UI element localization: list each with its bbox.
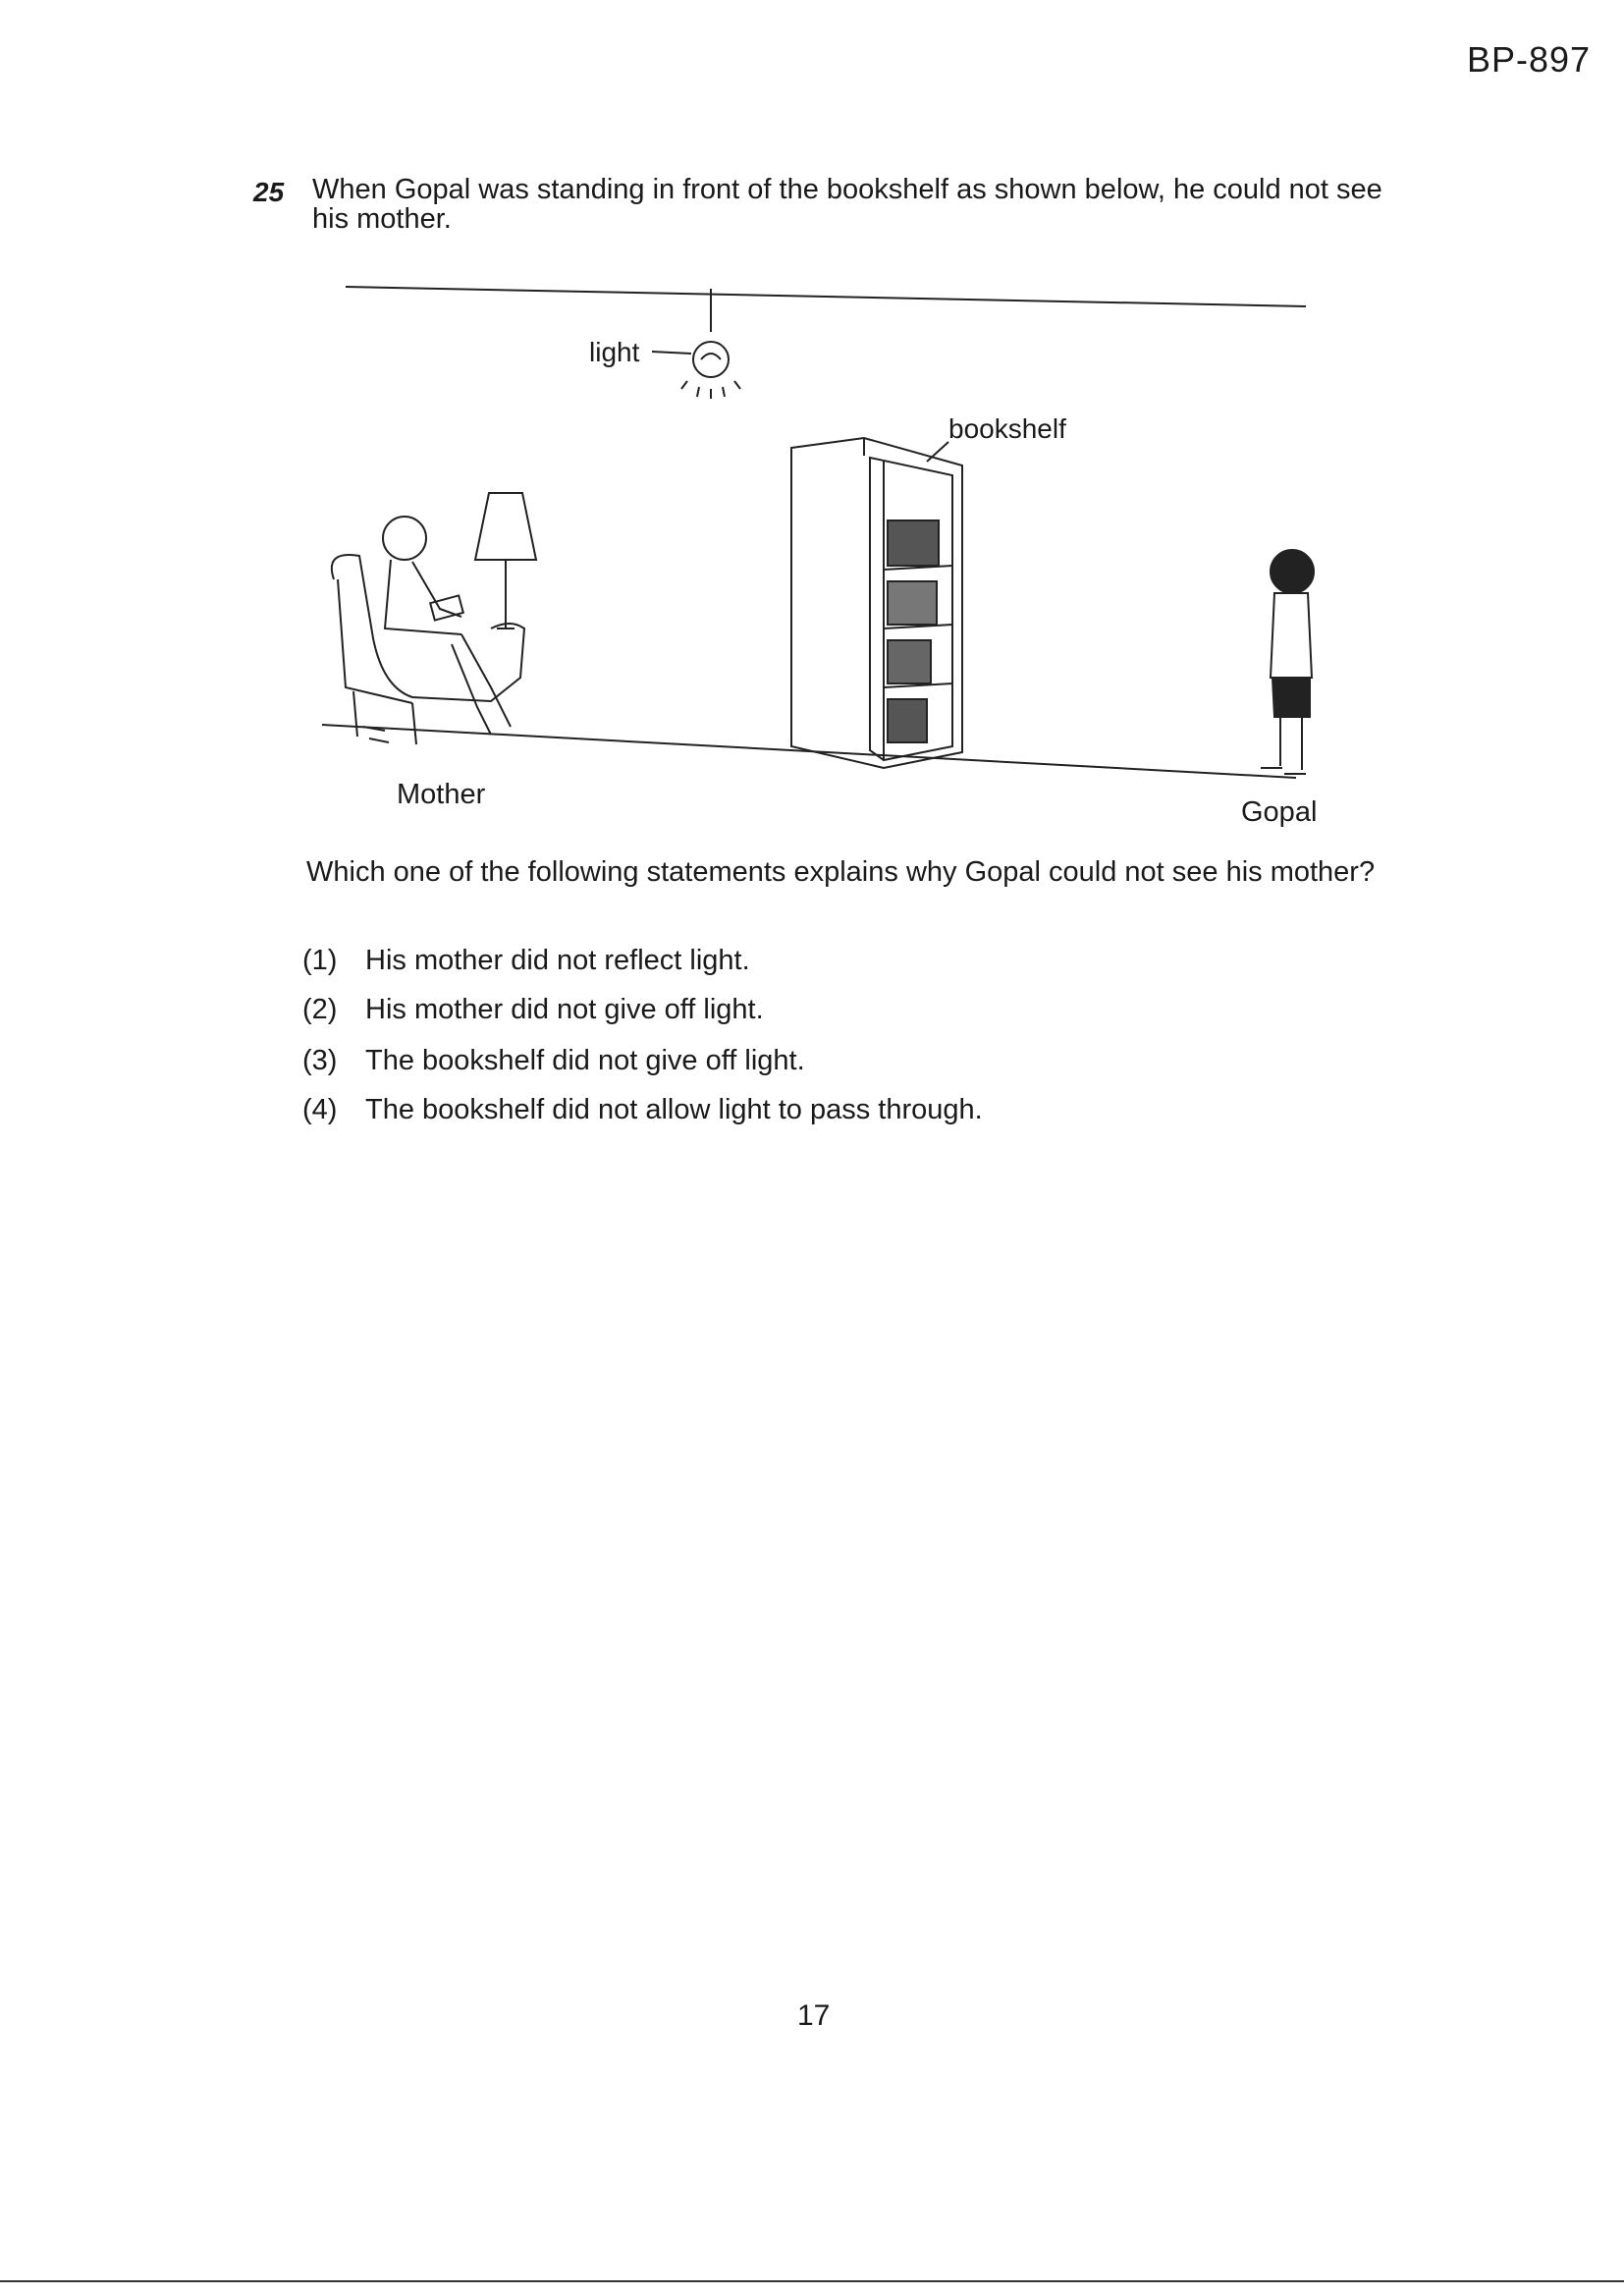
mother-label: Mother: [397, 779, 486, 810]
ceiling-line: [346, 287, 1306, 306]
option-text: His mother did not reflect light.: [365, 945, 750, 976]
footer-rule: [0, 2280, 1624, 2282]
option-text: The bookshelf did not allow light to pass through.: [365, 1094, 983, 1125]
option-text: The bookshelf did not give off light.: [365, 1045, 805, 1076]
mother-in-armchair-icon: [332, 517, 524, 744]
question-text: When Gopal was standing in front of the bookshelf as shown below, he could not see his mother.: [312, 174, 1382, 235]
option-number: (1): [302, 945, 338, 976]
option-4: [302, 1094, 983, 1126]
option-number: (2): [302, 994, 338, 1025]
light-pointer: [652, 352, 691, 354]
floor-lamp-icon: [475, 493, 536, 629]
light-bulb-icon: [681, 289, 740, 399]
option-3: [302, 1045, 805, 1077]
option-2: [302, 994, 764, 1026]
question-number: 25: [253, 177, 285, 207]
page-number: 17: [797, 1999, 831, 2032]
option-number: (4): [302, 1094, 338, 1125]
light-label: light: [589, 337, 640, 367]
option-1: [302, 945, 750, 977]
bookshelf-icon: [791, 438, 962, 768]
paper-code: BP-897: [1467, 39, 1592, 80]
option-number: (3): [302, 1045, 338, 1076]
option-text: His mother did not give off light.: [365, 994, 764, 1025]
gopal-boy-icon: [1261, 550, 1314, 774]
prompt-text: Which one of the following statements explains why Gopal could not see his mother?: [306, 856, 1376, 888]
question-figure: [0, 0, 1624, 884]
bookshelf-label: bookshelf: [948, 413, 1066, 444]
gopal-label: Gopal: [1241, 796, 1318, 828]
